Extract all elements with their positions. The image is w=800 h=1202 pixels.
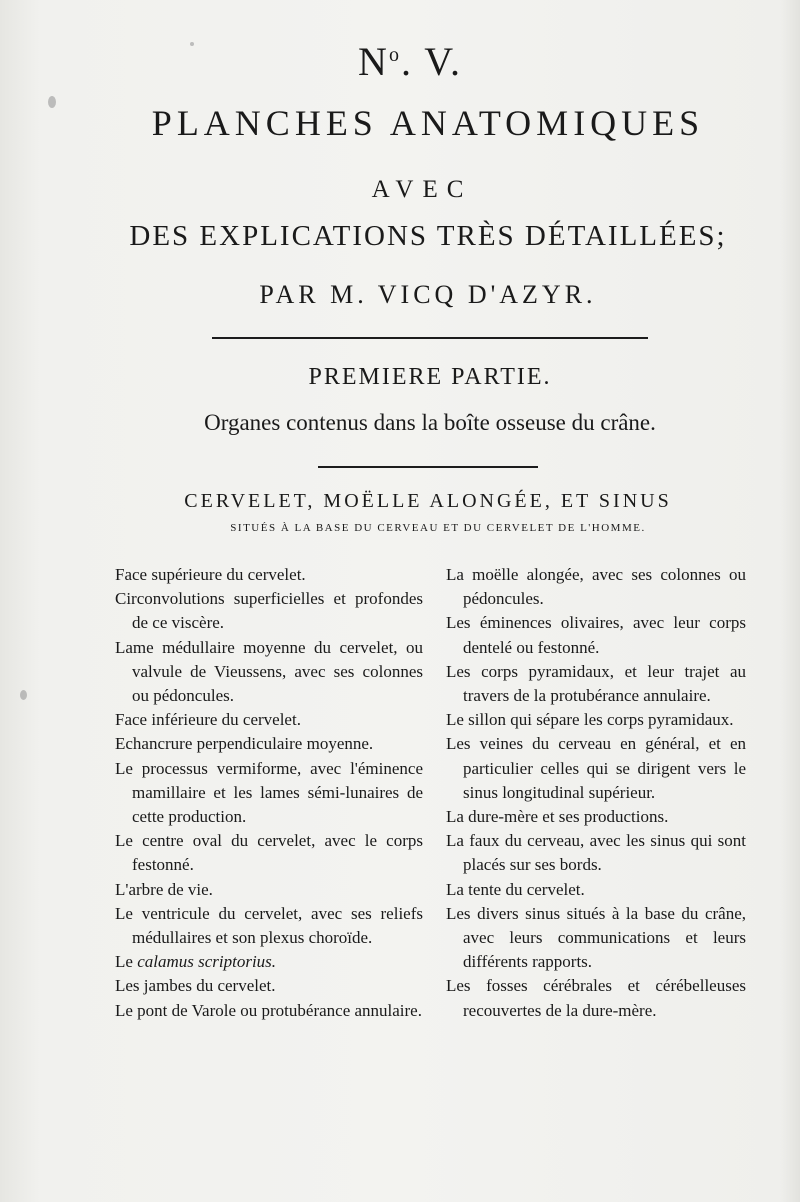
subtitle: DES EXPLICATIONS TRÈS DÉTAILLÉES;: [129, 220, 727, 252]
list-item: Les veines du cerveau en général, et en particulier celles qui se dirigent vers le sinus longitudinal supérieur.: [446, 734, 746, 802]
section-subheading: SITUÉS À LA BASE DU CERVEAU ET DU CERVELET DE L'HOMME.: [230, 522, 646, 534]
list-item: La moëlle alongée, avec ses colonnes ou pédoncules.: [446, 565, 746, 609]
list-item: Le sillon qui sépare les corps pyramidaux.: [446, 710, 734, 730]
list-item: Le ventricule du cervelet, avec ses reliefs médullaires et son plexus choroïde.: [115, 903, 423, 948]
volume-number: $N^o$. V.: [358, 39, 462, 84]
list-item: Les jambes du cervelet.: [115, 976, 276, 996]
author-line: PAR M. VICQ D'AZYR.: [259, 280, 597, 309]
divider-rule: [212, 337, 648, 339]
list-item: La faux du cerveau, avec les sinus qui sont placés sur ses bords.: [446, 831, 746, 875]
list-item: La dure-mère et ses productions.: [446, 807, 669, 827]
list-item: Les divers sinus situés à la base du crâne, avec leurs communications et leurs différents rapports.: [446, 903, 746, 972]
left-column: [115, 563, 423, 1023]
list-item: Face supérieure du cervelet.: [115, 565, 306, 584]
list-item: Echancrure perpendiculaire moyenne.: [115, 734, 374, 754]
list-item: Les fosses cérébrales et cérébelleuses recouvertes de la dure-mère.: [446, 976, 746, 1020]
list-item: La tente du cervelet.: [446, 879, 585, 899]
section-heading: CERVELET, MOËLLE ALONGÉE, ET SINUS: [184, 490, 672, 512]
list-item: Les éminences olivaires, avec leur corps dentelé ou festonné.: [446, 613, 746, 657]
part-heading: PREMIERE PARTIE.: [308, 364, 552, 390]
paper-speck: [20, 690, 27, 700]
list-item: Le pont de Varole ou protubérance annulaire.: [115, 1000, 422, 1020]
list-item: Le centre oval du cervelet, avec le corps festonné.: [115, 831, 423, 875]
divider-rule-short: [318, 466, 538, 468]
list-item: Le processus vermiforme, avec l'éminence mamillaire et les lames sémi-lunaires de cette production.: [115, 758, 423, 827]
main-title: PLANCHES ANATOMIQUES: [151, 103, 705, 143]
right-column: [446, 563, 746, 1023]
avec-line: AVEC: [371, 176, 473, 203]
list-item: Lame médullaire moyenne du cervelet, ou valvule de Vieussens, avec ses colonnes ou pédoncules.: [115, 637, 423, 706]
list-item: Les corps pyramidaux, et leur trajet au travers de la protubérance annulaire.: [446, 661, 746, 706]
section-description: Organes contenus dans la boîte osseuse du crâne.: [204, 410, 656, 435]
list-item: Face inférieure du cervelet.: [115, 710, 301, 730]
list-item-calamus: Le calamus scriptorius.: [115, 952, 277, 972]
list-item: L'arbre de vie.: [115, 879, 213, 899]
list-item: Circonvolutions superficielles et profondes de ce viscère.: [115, 589, 423, 633]
